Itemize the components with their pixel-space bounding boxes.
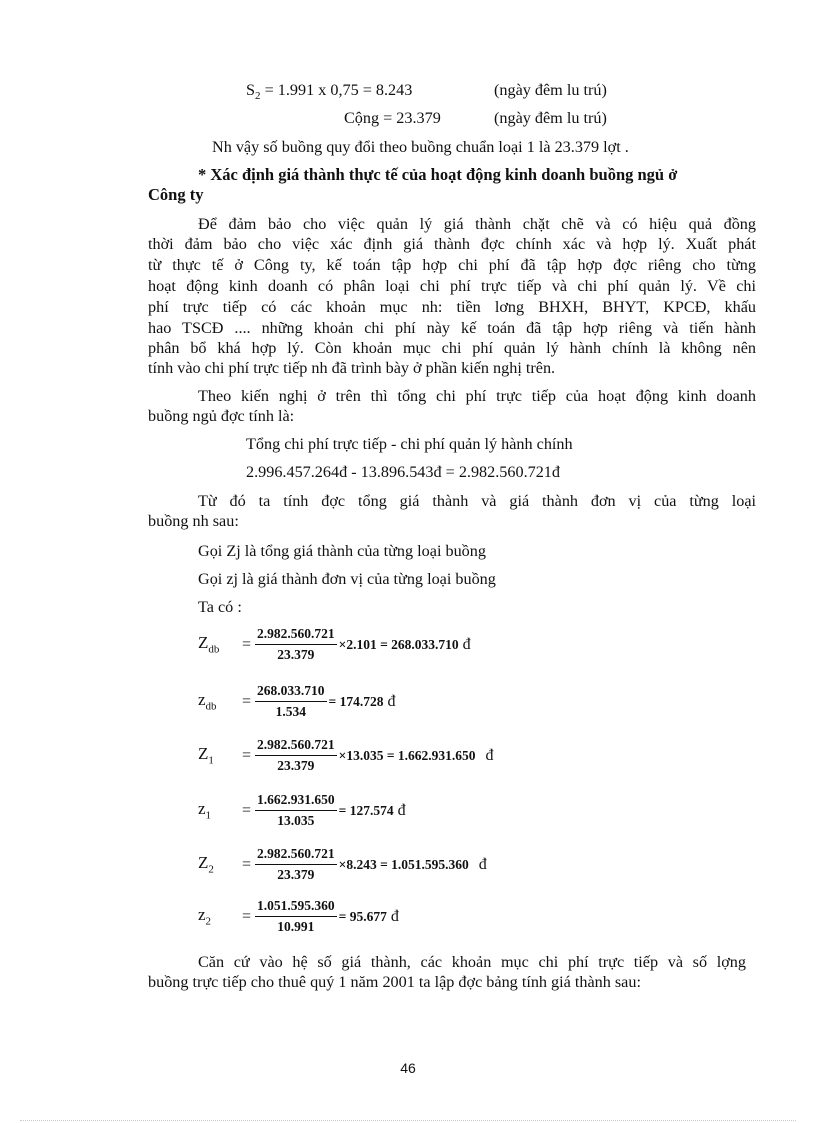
calc-line-2: 2.996.457.264đ - 13.896.543đ = 2.982.560.721đ [246,463,560,481]
cong-line: Cộng = 23.379 (ngày đêm lu trú) [344,109,607,127]
formula-z1: $z_1$ = $\frac{1.662.931.650}{13.035}$ = 127.574 đ [198,792,406,828]
definition-Z: Gọi Zj là tổng giá thành của từng loại buồng [198,542,486,560]
calc-line-1: Tổng chi phí trực tiếp - chi phí quản lý hành chính [246,435,573,453]
definition-z: Gọi zj là giá thành đơn vị của từng loại buồng [198,570,496,588]
formula-Z2: $Z_2$ = $\frac{2.982.560.721}{23.379}$ ×8.243 = 1.051.595.360 đ [198,846,487,882]
formula-Zdb: $Z_{db}$ = $\frac{2.982.560.721}{23.379}$ ×2.101 = 268.033.710 đ [198,626,471,662]
section-heading-cont: Công ty [148,185,204,204]
page-number: 46 [400,1060,416,1076]
footer-divider [20,1120,796,1121]
ta-co: Ta có : [198,598,242,616]
conclusion: Nh vậy số buồng quy đổi theo buồng chuẩn loại 1 là 23.379 lợt . [212,138,629,156]
s2-line: $S_2 = 1.991$ x 0,75 = 8.243 (ngày đêm lu trú) [246,81,607,103]
formula-z2: $z_2$ = $\frac{1.051.595.360}{10.991}$ = 95.677 đ [198,898,399,934]
formula-zdb: $z_{db}$ = $\frac{268.033.710}{1.534}$ = 174.728 đ [198,683,396,719]
section-heading: * Xác định giá thành thực tế của hoạt động kinh doanh buồng ngủ ở [198,165,678,184]
formula-Z1: $Z_1$ = $\frac{2.982.560.721}{23.379}$ ×13.035 = 1.662.931.650 đ [198,737,494,773]
